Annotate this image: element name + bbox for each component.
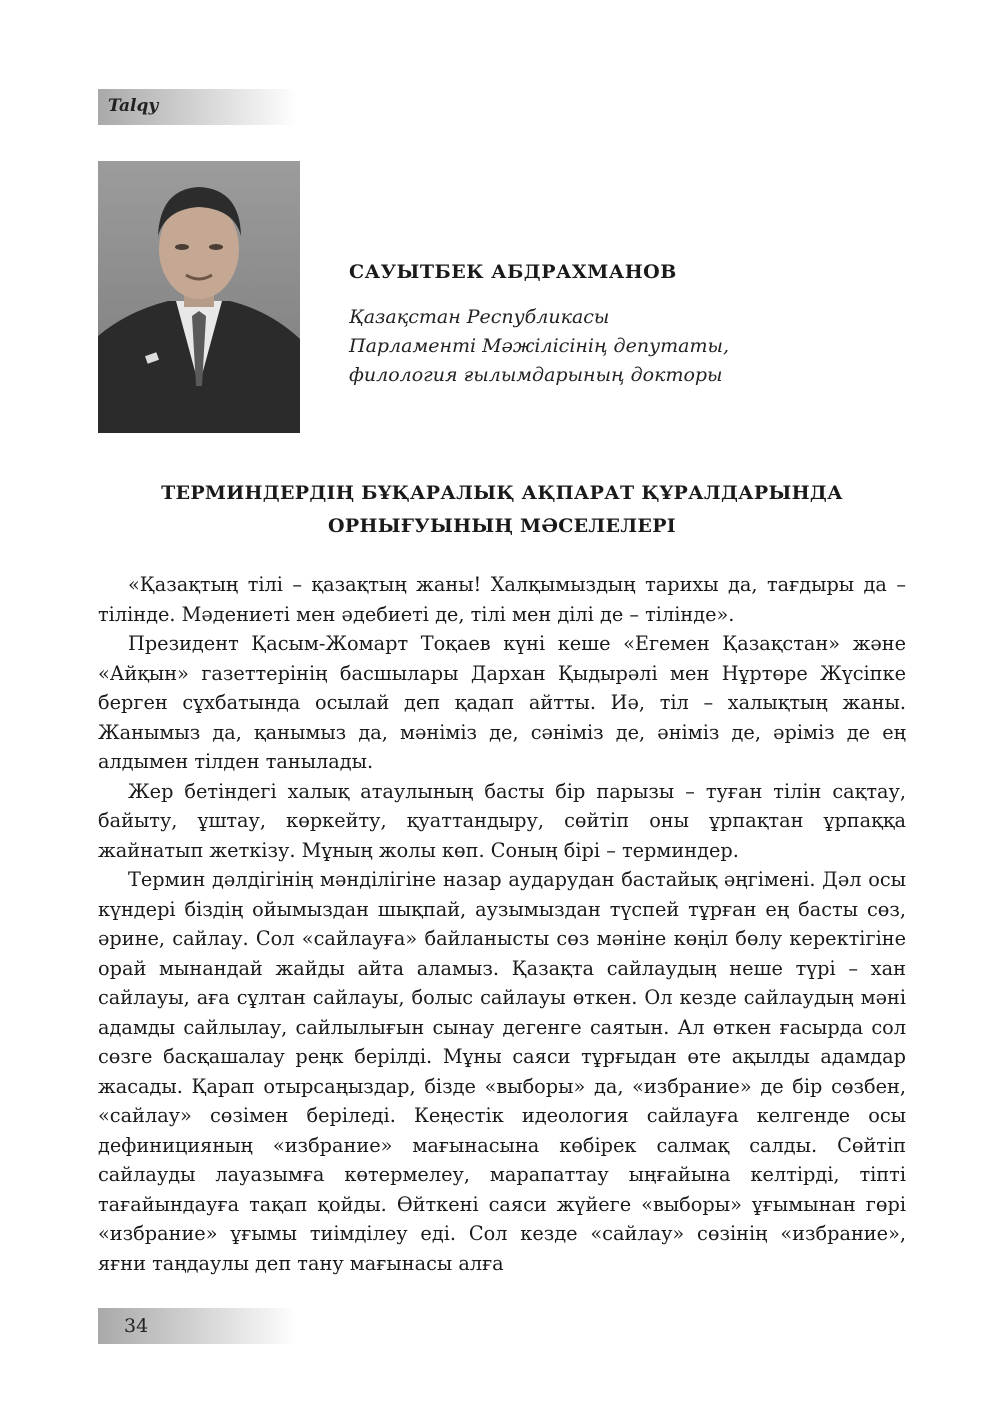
author-name: САУЫТБЕК АБДРАХМАНОВ	[349, 261, 677, 283]
paragraph: Жер бетіндегі халық атаулының басты бір парызы – туған тілін сақтау, байыту, ұштау, көркейту, қуаттандыру, сөйтіп оны ұрпақтан ұрпаққа жайнатып жеткізу. Мұның жолы көп. Соның бірі – терминдер.	[98, 779, 906, 862]
running-header	[98, 89, 298, 125]
author-role-line: Парламенті Мәжілісінің депутаты,	[349, 335, 729, 357]
portrait-photo-icon	[98, 161, 300, 433]
author-role	[349, 303, 909, 390]
author-info	[349, 261, 909, 390]
article-title-line: ТЕРМИНДЕРДІҢ БҰҚАРАЛЫҚ АҚПАРАТ ҚҰРАЛДАРЫНДА	[161, 482, 843, 504]
paragraph: Термин дәлдігінің мәнділігіне назар аударудан бастайық әңгімені. Дәл осы күндері біздің ойымыздан шықпай, аузымыздан түспей тұрған ең басты сөз, әрине, сайлау. Сол «сайлауға» байланысты сөз мәніне көңіл бөлу керектігіне орай мынандай жайды айта аламыз. Қазақта сайлаудың неше түрі – хан сайлауы, аға сұлтан сайлауы, болыс сайлауы өткен. Ол кезде сайлаудың мәні адамды сайлылау, сайлылығын сынау дегенге саятын. Ал өткен ғасырда сол сөзге басқашалау реңк берілді. Мұны саяси тұрғыдан өте ақылды адамдар жасады. Қарап отырсаңыздар, бізде «выборы» да, «избрание» де бір сөзбен, «сайлау» сөзімен беріледі. Кеңестік идеология сайлауға келгенде осы дефиницияның «избрание» мағынасына көбірек салмақ салды. Сөйтіп сайлауды лауазымға көтермелеу, марапаттау ыңғайына келтірді, тіпті тағайындауға тақап қойды. Өйткені саяси жүйеге «выборы» ұғымынан гөрі «избрание» ұғымы тиімділеу еді. Сол кезде «сайлау» сөзінің «избрание», яғни таңдаулы деп тану мағынасы алға	[98, 868, 906, 1275]
author-photo	[98, 161, 300, 433]
section-label: Talqy	[108, 96, 159, 116]
article-title	[98, 477, 906, 543]
page-number: 34	[124, 1315, 149, 1337]
paragraph: Президент Қасым-Жомарт Тоқаев күні кеше «Егемен Қазақстан» және «Айқын» газеттерінің басшылары Дархан Қыдырәлі мен Нұртөре Жүсіпке берген сұхбатында осылай деп қадап айтты. Иә, тіл – халықтың жаны. Жанымыз да, қанымыз да, мәніміз де, сәніміз де, әніміз де, әріміз де ең алдымен тілден танылады.	[98, 632, 906, 773]
article-title-line: ОРНЫҒУЫНЫҢ МӘСЕЛЕЛЕРІ	[328, 515, 676, 537]
paragraph: «Қазақтың тілі – қазақтың жаны! Халқымыздың тарихы да, тағдыры да – тілінде. Мәдениеті мен әдебиеті де, тілі мен ділі де – тілінде».	[98, 573, 906, 626]
author-role-line: филология ғылымдарының докторы	[349, 364, 723, 386]
article-body	[98, 570, 906, 1292]
author-role-line: Қазақстан Республикасы	[349, 306, 610, 328]
page-footer	[98, 1308, 298, 1344]
